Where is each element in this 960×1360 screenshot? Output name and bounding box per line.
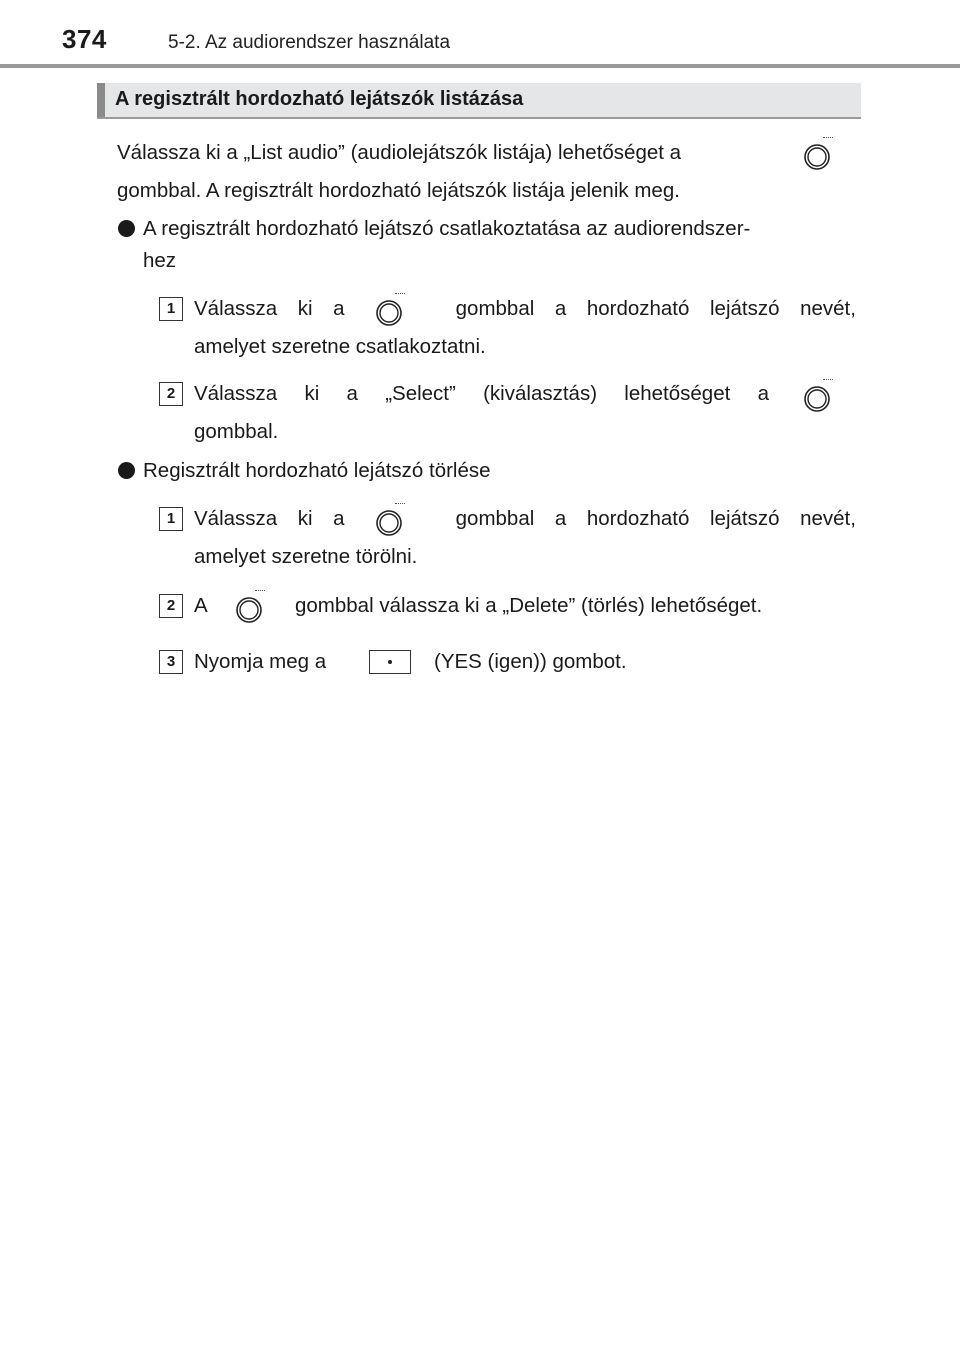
delete-step-3-post: (YES (igen)) gombot. xyxy=(434,650,627,673)
rotary-knob-icon xyxy=(803,143,831,171)
intro-line-1: Válassza ki a „List audio” (audiolejátszók listája) lehetőséget a xyxy=(117,141,682,164)
word: a xyxy=(757,382,769,405)
connect-heading-line-2: hez xyxy=(143,249,177,272)
delete-step-2-post: gombbal válassza ki a „Delete” (törlés) lehetőséget. xyxy=(295,594,763,617)
delete-step-2-pre: A xyxy=(194,594,208,617)
word: lejátszó xyxy=(709,297,780,320)
rotary-knob-icon xyxy=(235,596,263,624)
chapter-title: 5-2. Az audiorendszer használata xyxy=(168,32,451,53)
word: nevét, xyxy=(800,507,856,530)
rotary-knob-icon xyxy=(375,299,403,327)
word: ki xyxy=(297,507,313,530)
bullet-icon xyxy=(118,462,135,479)
word: gombbal xyxy=(455,297,535,320)
word: hordozható xyxy=(586,297,690,320)
word: a xyxy=(554,507,567,530)
word: a xyxy=(554,297,567,320)
step-number-2: 2 xyxy=(159,594,183,618)
word: Válassza xyxy=(194,382,278,405)
word: Válassza xyxy=(194,297,278,320)
preset-button-icon xyxy=(369,650,411,674)
delete-step-1-line-2: amelyet szeretne törölni. xyxy=(194,545,418,568)
connect-step-1-line-1 xyxy=(194,296,856,322)
delete-step-3-pre: Nyomja meg a xyxy=(194,650,327,673)
connect-step-2-line-1 xyxy=(194,381,769,407)
step-number-1: 1 xyxy=(159,507,183,531)
connect-heading-line-1: A regisztrált hordozható lejátszó csatlakoztatása az audiorendszer- xyxy=(143,217,751,240)
header-rule xyxy=(0,64,960,68)
word: Válassza xyxy=(194,507,278,530)
step-number-1: 1 xyxy=(159,297,183,321)
connect-step-2-line-2: gombbal. xyxy=(194,420,279,443)
section-title-bar xyxy=(97,83,861,119)
delete-step-1-line-1 xyxy=(194,506,856,532)
rotary-knob-icon xyxy=(375,509,403,537)
rotary-knob-icon xyxy=(803,385,831,413)
connect-step-1-line-2: amelyet szeretne csatlakoztatni. xyxy=(194,335,486,358)
word: hordozható xyxy=(586,507,690,530)
word: gombbal xyxy=(455,507,535,530)
word: (kiválasztás) xyxy=(483,382,598,405)
delete-heading: Regisztrált hordozható lejátszó törlése xyxy=(143,459,491,482)
word: a xyxy=(333,507,345,530)
word: a xyxy=(333,297,345,320)
intro-line-2: gombbal. A regisztrált hordozható lejátszók listája jelenik meg. xyxy=(117,179,680,202)
page-number: 374 xyxy=(62,24,107,54)
word: a xyxy=(346,382,358,405)
word: ki xyxy=(297,297,313,320)
word: „Select” xyxy=(385,382,456,405)
word: lejátszó xyxy=(709,507,780,530)
bullet-icon xyxy=(118,220,135,237)
word: nevét, xyxy=(800,297,856,320)
word: ki xyxy=(304,382,320,405)
step-number-2: 2 xyxy=(159,382,183,406)
word: lehetőséget xyxy=(624,382,731,405)
section-title: A regisztrált hordozható lejátszók listázása xyxy=(115,88,524,110)
step-number-3: 3 xyxy=(159,650,183,674)
